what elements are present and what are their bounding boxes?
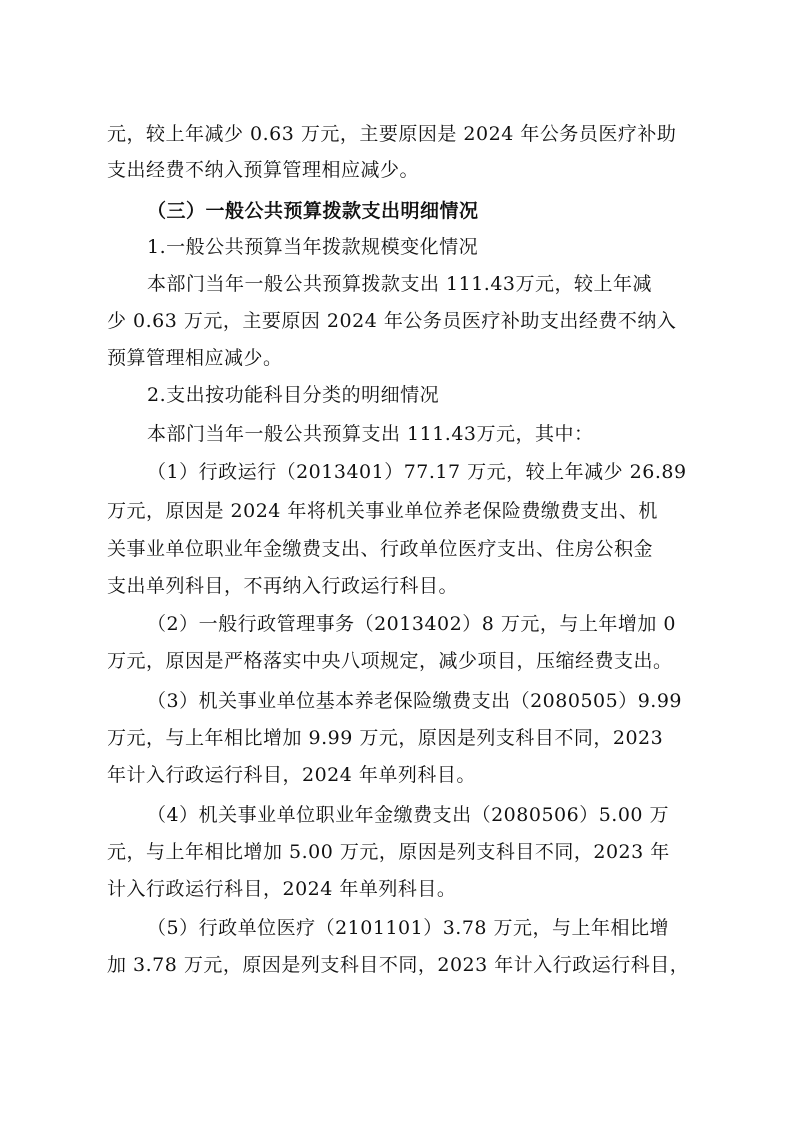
body-text-line: 万元，原因是严格落实中央八项规定，减少项目，压缩经费支出。	[107, 650, 673, 672]
body-text-line: 元，与上年相比增加 5.00 万元，原因是列支科目不同，2023 年	[107, 841, 670, 863]
list-item-line: （1）行政运行（2013401）77.17 万元，较上年减少 26.89	[147, 461, 687, 483]
body-text-line: 加 3.78 万元，原因是列支科目不同，2023 年计入行政运行科目，	[107, 954, 690, 976]
subsection-heading: 2.支出按功能科目分类的明细情况	[147, 384, 440, 406]
body-text-line: 万元，与上年相比增加 9.99 万元，原因是列支科目不同，2023	[107, 727, 664, 749]
body-text-line: 支出经费不纳入预算管理相应减少。	[107, 159, 420, 181]
body-text-line: 支出单列科目，不再纳入行政运行科目。	[107, 575, 459, 597]
section-heading: （三）一般公共预算拨款支出明细情况	[147, 200, 479, 222]
list-item-line: （5）行政单位医疗（2101101）3.78 万元，与上年相比增	[147, 917, 670, 939]
body-text-line: 本部门当年一般公共预算拨款支出 111.43万元，较上年减	[147, 273, 653, 295]
body-text-line: 元，较上年减少 0.63 万元，主要原因是 2024 年公务员医疗补助	[107, 123, 677, 145]
body-text-line: 万元，原因是 2024 年将机关事业单位养老保险费缴费支出、机	[107, 500, 658, 522]
body-text-line: 关事业单位职业年金缴费支出、行政单位医疗支出、住房公积金	[107, 538, 654, 560]
body-text-line: 年计入行政运行科目，2024 年单列科目。	[107, 764, 476, 786]
list-item-line: （4）机关事业单位职业年金缴费支出（2080506）5.00 万	[147, 804, 670, 826]
list-item-line: （3）机关事业单位基本养老保险缴费支出（2080505）9.99	[147, 690, 683, 712]
body-text-line: 预算管理相应减少。	[107, 347, 283, 369]
body-text-line: 少 0.63 万元，主要原因 2024 年公务员医疗补助支出经费不纳入	[107, 310, 677, 332]
body-text-line: 本部门当年一般公共预算支出 111.43万元，其中：	[147, 423, 594, 445]
subsection-heading: 1.一般公共预算当年拨款规模变化情况	[147, 236, 479, 258]
list-item-line: （2）一般行政管理事务（2013402）8 万元，与上年增加 0	[147, 613, 676, 635]
body-text-line: 计入行政运行科目，2024 年单列科目。	[107, 878, 457, 900]
